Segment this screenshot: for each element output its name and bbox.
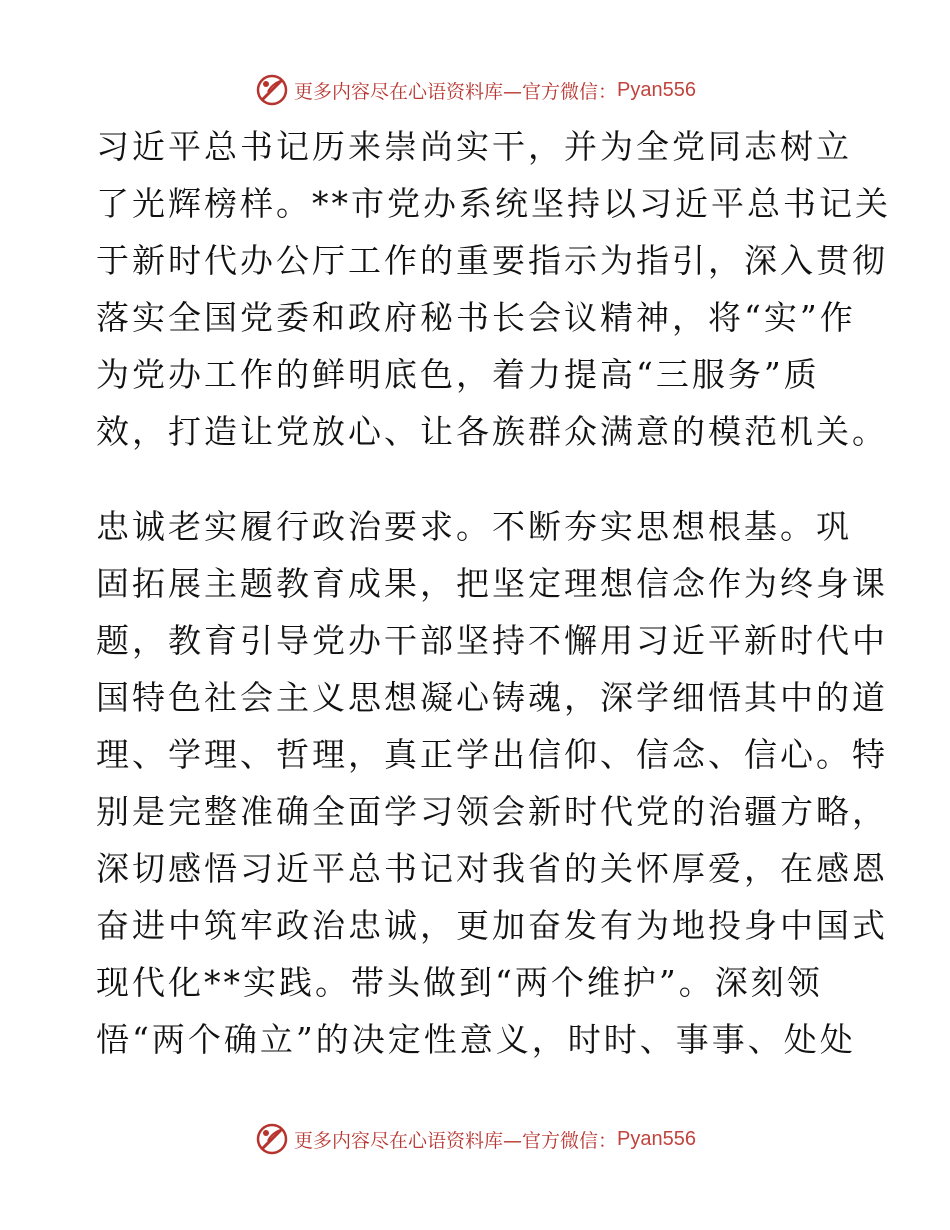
watermark-wechat-id: Pyan556 bbox=[617, 1127, 696, 1150]
text-line: 现代化**实践。带头做到“两个维护”。深刻领 bbox=[96, 963, 823, 1002]
text-line: 习近平总书记历来崇尚实干，并为全党同志树立 bbox=[96, 127, 852, 166]
text-line: 理、学理、哲理，真正学出信仰、信念、信心。特 bbox=[96, 735, 888, 774]
watermark-text: 更多内容尽在心语资料库—官方微信： bbox=[294, 80, 618, 103]
watermark-wechat-id: Pyan556 bbox=[617, 78, 696, 101]
header-watermark bbox=[0, 70, 950, 110]
document-body bbox=[96, 118, 891, 1068]
paragraph-gap bbox=[96, 460, 856, 498]
text-line: 别是完整准确全面学习领会新时代党的治疆方略， bbox=[96, 792, 888, 831]
text-line: 奋进中筑牢政治忠诚，更加奋发有为地投身中国式 bbox=[96, 906, 888, 945]
text-line: 悟“两个确立”的决定性意义，时时、事事、处处 bbox=[96, 1020, 856, 1059]
text-line: 落实全国党委和政府秘书长会议精神，将“实”作 bbox=[96, 298, 856, 337]
footer-watermark bbox=[0, 1119, 950, 1159]
paragraph bbox=[96, 118, 891, 460]
text-line: 了光辉榜样。**市党办系统坚持以习近平总书记关 bbox=[96, 184, 891, 223]
text-line: 固拓展主题教育成果，把坚定理想信念作为终身课 bbox=[96, 564, 888, 603]
paragraph bbox=[96, 498, 888, 1068]
text-line: 题，教育引导党办干部坚持不懈用习近平新时代中 bbox=[96, 621, 888, 660]
watermark-text: 更多内容尽在心语资料库—官方微信： bbox=[294, 1129, 618, 1152]
text-line: 效，打造让党放心、让各族群众满意的模范机关。 bbox=[96, 412, 888, 451]
text-line: 深切感悟习近平总书记对我省的关怀厚爱，在感恩 bbox=[96, 849, 888, 888]
text-line: 于新时代办公厅工作的重要指示为指引，深入贯彻 bbox=[96, 241, 888, 280]
text-line: 忠诚老实履行政治要求。不断夯实思想根基。巩 bbox=[96, 507, 852, 546]
text-line: 国特色社会主义思想凝心铸魂，深学细悟其中的道 bbox=[96, 678, 888, 717]
text-line: 为党办工作的鲜明底色，着力提高“三服务”质 bbox=[96, 355, 820, 394]
quill-logo-icon bbox=[254, 72, 290, 108]
quill-logo-icon bbox=[254, 1121, 290, 1157]
